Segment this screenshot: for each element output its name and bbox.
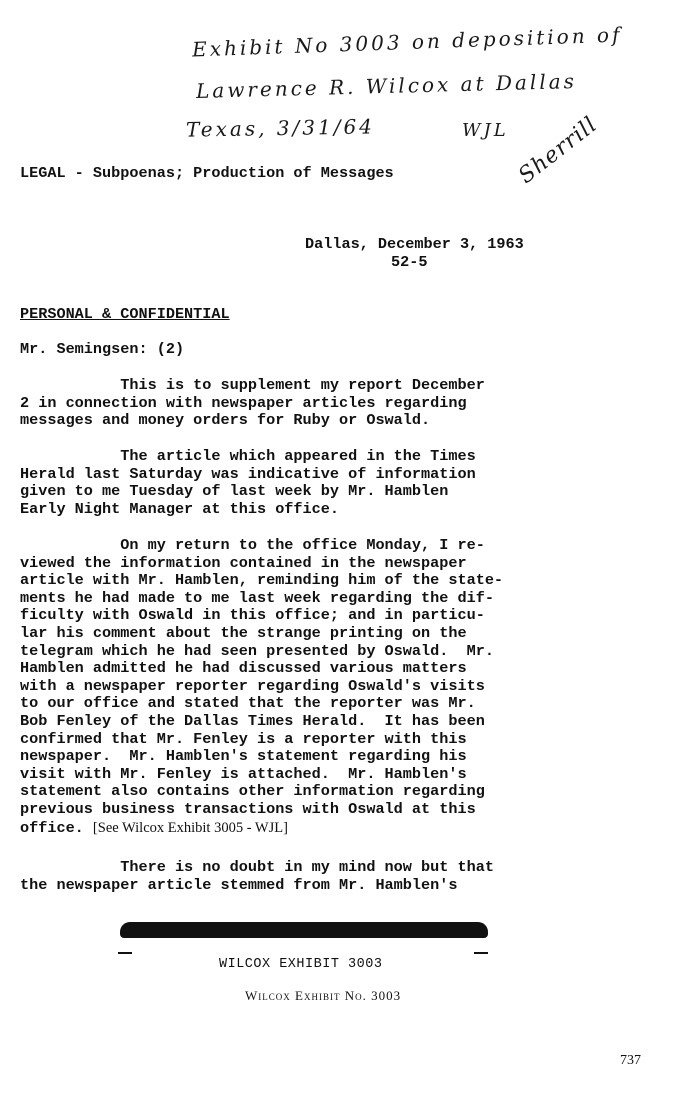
subject-line: LEGAL - Subpoenas; Production of Messages <box>20 164 394 182</box>
paragraph-2: The article which appeared in the Times Herald last Saturday was indicative of information given to me Tuesday of last week by Mr. Hamblen Early Night Manager at this office. <box>20 447 476 518</box>
dateline-place-date: Dallas, December 3, 1963 <box>305 235 524 253</box>
exhibit-tab-bar <box>120 922 488 938</box>
file-number: 52-5 <box>391 253 428 271</box>
confidential-marking: PERSONAL & CONFIDENTIAL <box>20 305 230 323</box>
page-number: 737 <box>620 1053 641 1068</box>
salutation: Mr. Semingsen: (2) <box>20 340 185 358</box>
exhibit-label-caps: WILCOX EXHIBIT 3003 <box>219 957 383 972</box>
handwritten-note-line-1: Exhibit No 3003 on deposition of <box>191 22 623 62</box>
paragraph-3-last-line <box>20 819 288 838</box>
handwritten-note-line-3: Texas, 3/31/64 <box>185 114 376 142</box>
exhibit-label-small: Wilcox Exhibit No. 3003 <box>245 988 402 1003</box>
handwritten-initials: WJL <box>462 120 509 141</box>
left-tick-mark <box>118 952 132 954</box>
handwritten-note-line-2: Lawrence R. Wilcox at Dallas <box>195 69 578 103</box>
exhibit-reference: [See Wilcox Exhibit 3005 - WJL] <box>92 820 288 836</box>
paragraph-1: This is to supplement my report December 2 in connection with newspaper articles regarding messages and money orders for Ruby or Oswald. <box>20 376 485 430</box>
right-tick-mark <box>474 952 488 954</box>
handwritten-signature: Sherrill <box>514 112 603 189</box>
paragraph-3-last-text: office. <box>20 819 93 837</box>
paragraph-4: There is no doubt in my mind now but that the newspaper article stemmed from Mr. Hamblen's <box>20 858 494 894</box>
paragraph-3: On my return to the office Monday, I re- viewed the information contained in the newspaper article with Mr. Hamblen, reminding him of the state- ments he had made to me last week regarding the dif- ficulty with Oswald in this office; and in particu- lar his comment about the strange printing on the telegram which he had seen presented by Oswald. Mr. Hamblen admitted he had discussed various matters with a newspaper reporter regarding Oswald's visits to our office and stated that the reporter was Mr. Bob Fenley of the Dallas Times Herald. It has been confirmed that Mr. Fenley is a reporter with this newspaper. Mr. Hamblen's statement regarding his visit with Mr. Fenley is attached. Mr. Hamblen's statement also contains other information regarding previous business transactions with Oswald at this <box>20 536 504 818</box>
